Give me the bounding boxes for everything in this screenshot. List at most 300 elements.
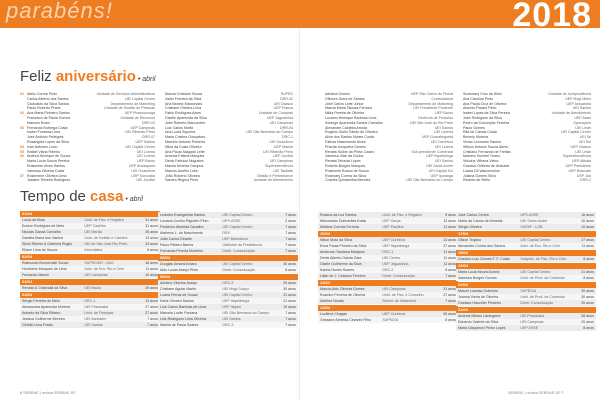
birthday-unit: UEP Jaguariúna xyxy=(266,115,293,120)
employee-unit: Secret. de Infraestrut. xyxy=(382,299,417,303)
years-of-service: 27 anos xyxy=(145,311,158,315)
years-of-service: 7 anos xyxy=(285,311,296,315)
birthday-name: Marcia Moreira Campos xyxy=(165,163,204,168)
employee-name: Maria da Carmo de Almeida xyxy=(458,219,503,223)
birthday-day: 02 xyxy=(20,111,24,116)
birthday-unit: Unidade de Gestão de Pessoas xyxy=(104,106,155,111)
birthday-name: Fabio Rodrigues Alves xyxy=(165,111,201,116)
birthday-day: 04 xyxy=(20,144,24,149)
employee-name: Sérgio Oliveira xyxy=(458,225,482,229)
birthday-unit: UEP Atibaia xyxy=(571,159,591,164)
date-group-header: 05/04 xyxy=(158,255,298,261)
birthday-unit: UEI Jundiaí xyxy=(136,178,155,183)
employee-name: Jessica Guilherme Moreira xyxy=(22,317,65,321)
birthday-row xyxy=(158,178,293,183)
employee-unit: Informática xyxy=(84,248,103,252)
employee-unit: UEP Bebedouro xyxy=(222,237,249,241)
employee-unit: UEP Ourinhos xyxy=(382,238,406,242)
birthday-unit: UEP Bauru xyxy=(137,159,155,164)
birthday-unit: UEP Iporanga xyxy=(430,173,453,178)
birthday-unit: UEI Santos xyxy=(434,159,453,164)
birthday-unit: UEI Santos xyxy=(434,125,453,130)
birthday-name: Denis Fabricio Nogueira xyxy=(165,159,204,164)
employee-unit: UEI Capital Centro xyxy=(222,213,253,217)
birthday-name: Rosangela Lopes da Silva xyxy=(27,139,69,144)
date-group-rows xyxy=(20,298,160,328)
employee-unit: Diretr. Comunicação xyxy=(222,249,255,253)
date-group-rows xyxy=(318,212,458,230)
employee-unit: SUPED/D xyxy=(382,318,399,322)
employee-name: Wenceslau Guimarães Kollar xyxy=(320,219,367,223)
employee-name: Eliane Lima de Souza xyxy=(22,248,57,252)
birthday-name: Adriana Gomes xyxy=(325,92,350,96)
birthday-name: Luiz Carlos Motta xyxy=(165,125,193,130)
employee-unit: UEP ASSE xyxy=(520,326,539,330)
birthday-name: Priscila Junqueira Gomes xyxy=(325,144,366,149)
years-of-service: 29 anos xyxy=(283,281,296,285)
birthday-unit: UEP Presidente xyxy=(565,163,591,168)
employee-unit: Unid. de Gestão e Carreira xyxy=(84,236,128,240)
birthday-unit: Unidade de Atendimento xyxy=(551,111,591,116)
date-group-rows xyxy=(456,237,596,249)
anniversary-column xyxy=(158,212,298,328)
birthday-name: Antonio Pavani Pinto xyxy=(463,106,497,111)
birthday-column xyxy=(20,92,155,183)
birthday-unit: Unidade de Jurisprudência xyxy=(548,92,591,96)
employee-name: João Carlos Dinarte xyxy=(160,237,192,241)
birthday-title-highlight: aniversário xyxy=(55,68,136,85)
birthday-name: Roberto Borges Marques xyxy=(325,163,366,168)
birthday-name: Andrea Henrique de Souza xyxy=(27,154,71,159)
birthday-name: Valdir Ferreira da Silva xyxy=(165,96,202,101)
date-group-rows xyxy=(20,217,160,253)
birthday-unit: UEI Capital Sul xyxy=(428,168,453,173)
birthday-name: Rogério Giulio Toledo de Oliveira xyxy=(325,130,378,135)
employee-name: Luana Ferraz de Souza xyxy=(160,293,198,297)
birthday-name: Vanessa Oliveira Costa xyxy=(27,168,65,173)
date-group-rows xyxy=(318,311,458,323)
birthday-unit: UEP Pirassununga xyxy=(124,111,155,116)
birthday-name: Suzemary Cruz da Silva xyxy=(463,92,502,96)
years-of-service: 30 anos xyxy=(283,287,296,291)
birthday-unit: UEP Osasco xyxy=(570,144,591,149)
years-of-service: 7 anos xyxy=(445,299,456,303)
anniversary-title-highlight: casa xyxy=(90,188,124,205)
date-group-rows xyxy=(318,237,458,279)
employee-unit: UEI Itanhaém xyxy=(84,317,107,321)
birthday-unit: UEP Mogi Mirim xyxy=(565,96,591,101)
birthday-name: Charles Quintanilha Mendes xyxy=(325,178,371,183)
employee-unit: UEP Itapetininga xyxy=(382,244,410,248)
years-of-service: 27 anos xyxy=(443,293,456,297)
employee-name: Daniela Maria dos Santos xyxy=(22,236,64,240)
birthday-unit: UEI Capital Centro xyxy=(125,144,155,149)
years-of-service: 8 anos xyxy=(583,326,594,330)
birthday-name: Alexandre Caldeira Arruda xyxy=(325,125,368,130)
birthday-name: Francisco de Paula Gomes xyxy=(27,115,71,120)
birthday-unit: Unidade de Recursos xyxy=(120,115,155,120)
birthday-name: Sandra Regina Pires xyxy=(165,178,199,183)
anniversary-row xyxy=(456,275,596,281)
employee-name: Eunice Rodrigues de Melo xyxy=(22,224,65,228)
birthday-unit: UEP Botucatu xyxy=(568,168,591,173)
birthday-name: Renata Teixeira Lopes xyxy=(325,159,361,164)
banner-year: 2018 xyxy=(512,0,592,34)
date-group-rows xyxy=(20,285,160,291)
anniversary-row xyxy=(318,298,458,304)
employee-name: Marcel Lustosa Sobrinho xyxy=(458,289,498,293)
birthday-unit: UEI Carrefour xyxy=(430,139,453,144)
birthday-unit: Controladoria xyxy=(431,96,453,101)
birthday-day xyxy=(318,178,325,183)
birthday-name: Renata Suline da Pinho Castro xyxy=(325,149,375,154)
date-group-rows xyxy=(20,260,160,278)
birthday-unit: UEI Presidente Prudente xyxy=(413,106,453,111)
years-of-service: 8 anos xyxy=(583,276,594,280)
birthday-name: Rosimeire Bueno de Souza xyxy=(325,168,369,173)
date-group-header: 06/04 xyxy=(158,274,298,280)
birthday-name: José Carlos Leite Júnior xyxy=(325,101,364,106)
employee-unit: UEI Piracicaba xyxy=(84,305,109,309)
birthday-name: Isabel Fonseca Lima xyxy=(27,130,61,135)
birthday-unit: UEI Sul xyxy=(578,139,591,144)
birthday-unit: Unidade de Serviços Administrativos xyxy=(96,92,155,96)
years-of-service: 7 anos xyxy=(285,237,296,241)
employee-unit: UEI Capital Centro xyxy=(222,293,253,297)
birthday-name: João Roberto Oliveira xyxy=(165,173,200,178)
birthday-name: José Rodrigues da Silva xyxy=(463,115,502,120)
birthday-unit: UEI Sé xyxy=(579,135,591,140)
employee-unit: UEI Capital Centro xyxy=(222,225,253,229)
employee-name: Fernanda Pereira Monteiro xyxy=(160,249,203,253)
birthday-unit: Sub-presidente Comercial xyxy=(411,149,453,154)
birthday-name: José Antônio Pellegrini xyxy=(27,135,64,140)
birthday-column xyxy=(456,92,591,183)
birthday-name: Marcos Aurélio Lobo xyxy=(165,168,198,173)
employee-unit: UEI Santo André xyxy=(520,219,548,223)
birthday-day: 01 xyxy=(20,92,24,96)
anniversary-row xyxy=(20,285,160,291)
years-of-service: 20 anos xyxy=(581,320,594,324)
years-of-service: 8 anos xyxy=(147,248,158,252)
employee-unit: DRC-2 xyxy=(382,268,394,272)
years-of-service: 7 anos xyxy=(285,213,296,217)
employee-name: Getúlio Lima Prado xyxy=(22,323,53,327)
birthday-unit: UEI São José do Rio Preto xyxy=(410,120,453,125)
years-of-service: 31 anos xyxy=(581,270,594,274)
employee-name: Evandro Ferreira de Oliveira xyxy=(320,293,366,297)
employee-name: Joanna Vieira de Oliveira xyxy=(458,295,499,299)
birthday-name: Ana Paula Salgado Leite xyxy=(165,149,205,154)
page-number-right: 7 xyxy=(561,391,564,395)
birthday-name: Carlos Alberto dos Santos xyxy=(27,96,69,101)
birthday-unit: DRC-1 xyxy=(282,135,293,140)
birthday-day xyxy=(456,178,463,183)
employee-name: Lilian de J. Cardoso Ferreira xyxy=(320,274,366,278)
birthday-name: Fernanda Nobrega Costa xyxy=(27,125,68,130)
years-of-service: 21 anos xyxy=(283,299,296,303)
employee-unit: UEP Itapira xyxy=(222,305,241,309)
years-of-service: 7 anos xyxy=(285,225,296,229)
birthday-name: Rosemeire Oliveira Lima xyxy=(27,173,67,178)
years-of-service: 11 anos xyxy=(581,244,594,248)
employee-name: Douglas Amaral Amaro xyxy=(160,262,197,266)
date-group-rows xyxy=(158,280,298,328)
employee-unit: DRC-1 xyxy=(382,250,394,254)
birthday-name: Giselle Aparecida da Silva xyxy=(165,115,207,120)
years-of-service: 9 anos xyxy=(445,213,456,217)
birthday-row xyxy=(20,178,155,183)
birthday-unit: Gerência de Produtos xyxy=(418,115,453,120)
birthday-unit: UEI Guarulhos xyxy=(131,168,155,173)
birthday-name: Maria Cristina Gonçalves xyxy=(165,135,206,140)
birthday-unit: UEI Leste xyxy=(575,149,591,154)
birthday-name: Marcelo Rossi xyxy=(27,120,50,125)
employee-name: Antonio da Silva Ribeiro xyxy=(22,311,61,315)
birthday-column xyxy=(318,92,453,183)
employee-name: José Carlos Centro xyxy=(458,213,489,217)
employee-unit: UPS-ASSE xyxy=(222,219,241,223)
employee-name: Raimundo Bonnevalle Souza xyxy=(22,261,69,265)
birthday-unit: Superintendência xyxy=(265,163,293,168)
employee-name: Denis Alberto Gaiola Gaia xyxy=(320,256,362,260)
birthday-unit: DRR-07 xyxy=(142,135,155,140)
employee-name: Midiane Correia Ferreira xyxy=(320,225,359,229)
employee-unit: UEI Capital Centro xyxy=(520,270,551,274)
years-of-service: 8 anos xyxy=(445,268,456,272)
employee-name: Alessandra Aparecida Moreira xyxy=(22,305,71,309)
birthday-name: Vinicius Vilhena Vieira xyxy=(463,159,499,164)
birthday-name: Cristiane Oliveira Lima xyxy=(165,106,202,111)
birthday-unit: UEI Leste xyxy=(575,125,591,130)
birthday-name: José Roberto Marcondes xyxy=(165,120,206,125)
birthday-row xyxy=(318,178,453,183)
years-of-service: 8 anos xyxy=(285,268,296,272)
birthday-unit: Operações xyxy=(573,120,591,125)
birthday-day xyxy=(158,178,165,183)
anniversary-row xyxy=(158,248,298,254)
birthday-unit: UEP Franca xyxy=(273,106,293,111)
date-group-header: 04/04 xyxy=(20,292,160,298)
anniversary-title-month: • abril xyxy=(123,196,143,203)
years-of-service: 26 anos xyxy=(145,230,158,234)
employee-name: Nicolas Garcia Carvalho xyxy=(22,230,61,234)
birthday-name: Ana Beatriz Marcondes xyxy=(165,101,203,106)
years-of-service: 8 anos xyxy=(445,318,456,322)
birthday-unit: UEI Taubaté xyxy=(273,168,293,173)
birthday-name: Ricardo de Mello xyxy=(463,178,490,183)
birthday-unit: DRR-02 xyxy=(280,96,293,101)
employee-name: Silvio Ribeiro & Gabriela Ruglio xyxy=(22,242,73,246)
birthday-day: 07 xyxy=(20,173,24,178)
birthday-unit: UEI São Bernardo do Campo xyxy=(406,178,453,183)
birthday-unit: UEI Santo André xyxy=(426,163,453,168)
employee-unit: UEI Santos xyxy=(222,317,241,321)
birthday-name: Abilio Correa Pinto xyxy=(27,92,57,96)
years-of-service: 11 anos xyxy=(145,267,158,271)
years-of-service: 10 anos xyxy=(581,225,594,229)
years-of-service: 10 anos xyxy=(581,219,594,223)
anniversary-column xyxy=(456,212,596,331)
birthday-day xyxy=(20,178,27,183)
years-of-service: 31 anos xyxy=(145,224,158,228)
employee-name: Maria Lucia Moura Aurora xyxy=(458,270,500,274)
employee-unit: UEI Capital Centro xyxy=(222,262,253,266)
employee-unit: UEI Centro xyxy=(382,256,401,260)
birthday-day: 06 xyxy=(20,154,24,159)
employee-unit: UPS-ASSE xyxy=(520,213,539,217)
birthday-unit: SUPED xyxy=(280,92,293,96)
employee-unit: Unid. de Prod. de Conteúdo xyxy=(520,295,565,299)
employee-name: Humberto Marques de Lima xyxy=(22,267,67,271)
employee-unit: Unid. de Prod. de Conteúdo xyxy=(520,276,565,280)
birthday-unit: UEI Guarulhos xyxy=(269,139,293,144)
employee-unit: UEP Garça xyxy=(382,219,401,223)
years-of-service: 20 anos xyxy=(443,312,456,316)
birthday-name: Aline dos Santos Nunes Costa xyxy=(325,135,374,140)
employee-name: Gisele Guilherme da Silva xyxy=(320,262,362,266)
employee-unit: UEI Santos xyxy=(84,323,103,327)
birthday-unit: UEP Assis xyxy=(574,115,591,120)
date-group-header: 12/04 xyxy=(318,305,458,311)
birthday-name: Rafael Viana Ribeiro xyxy=(27,149,60,154)
birthday-unit: DRR-2 xyxy=(580,178,591,183)
years-of-service: 10 anos xyxy=(145,273,158,277)
date-group-header: 02/04 xyxy=(20,254,160,260)
anniversary-column xyxy=(20,210,160,328)
birthday-unit: Departamento de Marketing xyxy=(408,101,453,106)
years-of-service: 7 anos xyxy=(285,317,296,321)
anniversary-row xyxy=(456,325,596,331)
birthday-name: Beverly Moreira xyxy=(463,135,489,140)
birthday-name: Marcia Maria Tabosa Ferreira xyxy=(325,106,372,111)
birthday-unit: UEI Lorena xyxy=(136,149,155,154)
birthday-name: Vanessa Vilar da Cunha xyxy=(325,154,364,159)
employee-name: Paulo Ribeiro Barros xyxy=(160,243,194,247)
birthday-unit: UEP Guaratinguetá xyxy=(421,135,453,140)
birthday-unit: Unidade de Atendimento xyxy=(253,178,293,183)
employee-unit: DRC-1 xyxy=(84,299,96,303)
employee-unit: UEI de São José Rio Preto xyxy=(84,242,128,246)
date-group-rows xyxy=(456,212,596,230)
footer-right-text: SEBRAE | revista SEBRAE-SP xyxy=(508,391,561,395)
employee-unit: Adm. de Eco. Rio e Cém xyxy=(84,267,124,271)
years-of-service: 13 anos xyxy=(145,299,158,303)
birthday-unit: UEI Lorena xyxy=(136,154,155,159)
years-of-service: 27 anos xyxy=(581,238,594,242)
employee-unit: UEP Ourinhos xyxy=(382,312,406,316)
birthday-name: Ana Maria Pinheiro Santos xyxy=(27,111,70,116)
page-spine xyxy=(299,28,300,400)
date-group-rows xyxy=(158,212,298,254)
employee-unit: SUPED/A xyxy=(520,289,537,293)
birthday-name: Maria Lucia Souza Pereira xyxy=(27,159,70,164)
anniversary-title-prefix: Tempo de xyxy=(20,188,91,205)
employee-unit: UEI Campinas xyxy=(520,320,544,324)
employee-unit: UEI Mogi Guaçu xyxy=(222,287,249,291)
birthday-name: Andreia Fatima Marques xyxy=(165,154,205,159)
years-of-service: 2 anos xyxy=(285,219,296,223)
employee-unit: Diretr. Comunicação xyxy=(222,268,255,272)
employee-unit: Diretr. Comunicação xyxy=(382,274,415,278)
anniversary-row xyxy=(158,267,298,273)
anniversary-row xyxy=(456,256,596,262)
footer-left-text: SEBRAE | revista SEBRAE-SP xyxy=(23,391,76,395)
employee-unit: Unid. de Fisc. e Registro xyxy=(84,218,124,222)
employee-unit: UEP Castilho xyxy=(84,224,106,228)
employee-unit: SUPED/DR - SAG xyxy=(84,261,114,265)
birthday-unit: Unidade de Compras xyxy=(259,111,293,116)
date-group-header: 20/04 xyxy=(456,282,596,288)
employee-name: Renata & Chiaradia da Silva xyxy=(22,286,68,290)
anniversary-row xyxy=(318,273,458,279)
years-of-service: 28 anos xyxy=(581,314,594,318)
date-group-rows xyxy=(456,256,596,262)
employee-name: Maria Gasparoni Pinho Lopes xyxy=(458,326,506,330)
birthday-name: Nilza da Costa Oliveira xyxy=(165,144,202,149)
date-group-header: 18/04 xyxy=(456,250,596,256)
birthday-name: Juliana Gomes Silva xyxy=(463,173,496,178)
birthday-name: Nilda Pereira de Oliveira xyxy=(325,111,364,116)
birthday-unit: UEP Itapetininga xyxy=(426,154,453,159)
employee-name: Luis Rodrigues Lima Oliveira xyxy=(160,317,206,321)
birthday-unit: UEI Capital Centro xyxy=(561,130,591,135)
footer-left xyxy=(20,391,76,395)
years-of-service: 30 anos xyxy=(581,295,594,299)
date-group-header: 10/04 xyxy=(318,231,458,237)
date-group-header: 19/04 xyxy=(456,263,596,269)
years-of-service: 16 anos xyxy=(581,213,594,217)
anniversary-title xyxy=(20,188,143,205)
date-group-rows xyxy=(456,288,596,306)
birthday-name: Ivan Antunes Lucio xyxy=(27,144,58,149)
birthday-unit: UEP Bauru xyxy=(435,111,453,116)
date-group-header: 17/04 xyxy=(456,231,596,237)
employee-name: Alexandre Corrêa dos Santos xyxy=(458,244,506,248)
birthday-title xyxy=(20,68,155,85)
birthday-unit: UEI Lorena xyxy=(434,144,453,149)
employee-unit: Diretr. Comunicação xyxy=(520,301,553,305)
birthday-name: Cristiano Fernando de Freitas xyxy=(463,149,511,154)
anniversary-row xyxy=(456,300,596,306)
years-of-service: 7 anos xyxy=(147,323,158,327)
birthday-unit: Gestão e Performance xyxy=(256,173,293,178)
employee-unit: Unid. de Fisc. e Registro xyxy=(382,213,422,217)
date-group-header: 11/04 xyxy=(318,280,458,286)
employee-name: Gilson Trojano xyxy=(458,238,482,242)
employee-name: Gustavo Luiz Gomes F. F. Costa xyxy=(458,257,510,261)
birthday-unit: UEP Araçatuba xyxy=(566,101,591,106)
birthday-name: Fátima Nascimento Alves xyxy=(325,139,366,144)
years-of-service: 30 anos xyxy=(581,289,594,293)
anniversary-row xyxy=(456,224,596,230)
birthday-name: Marcelo Antonio Pinheiro xyxy=(165,139,205,144)
birthday-unit: UEP Campinas xyxy=(130,125,155,130)
years-of-service: 30 anos xyxy=(283,262,296,266)
birthday-name: Paulo Roberto Prado xyxy=(27,106,61,111)
years-of-service: 11 anos xyxy=(443,262,456,266)
employee-name: Andreia Miriam Larangeira xyxy=(458,314,501,318)
employee-unit: DRX xyxy=(222,231,230,235)
birthday-column xyxy=(158,92,293,183)
years-of-service: 27 anos xyxy=(145,305,158,309)
employee-name: Luis Carlos Barbosa de Lima xyxy=(160,305,207,309)
employee-name: Grissane Almeida Cezarini Filho xyxy=(320,318,372,322)
years-of-service: 23 anos xyxy=(145,242,158,246)
employee-unit: Subpres. de Fisc. Rio e Cém xyxy=(520,257,567,261)
birthday-name: Rosimary Correa da Silva xyxy=(325,173,366,178)
birthday-unit: UEP São Carlos do Pinhal xyxy=(410,92,453,96)
